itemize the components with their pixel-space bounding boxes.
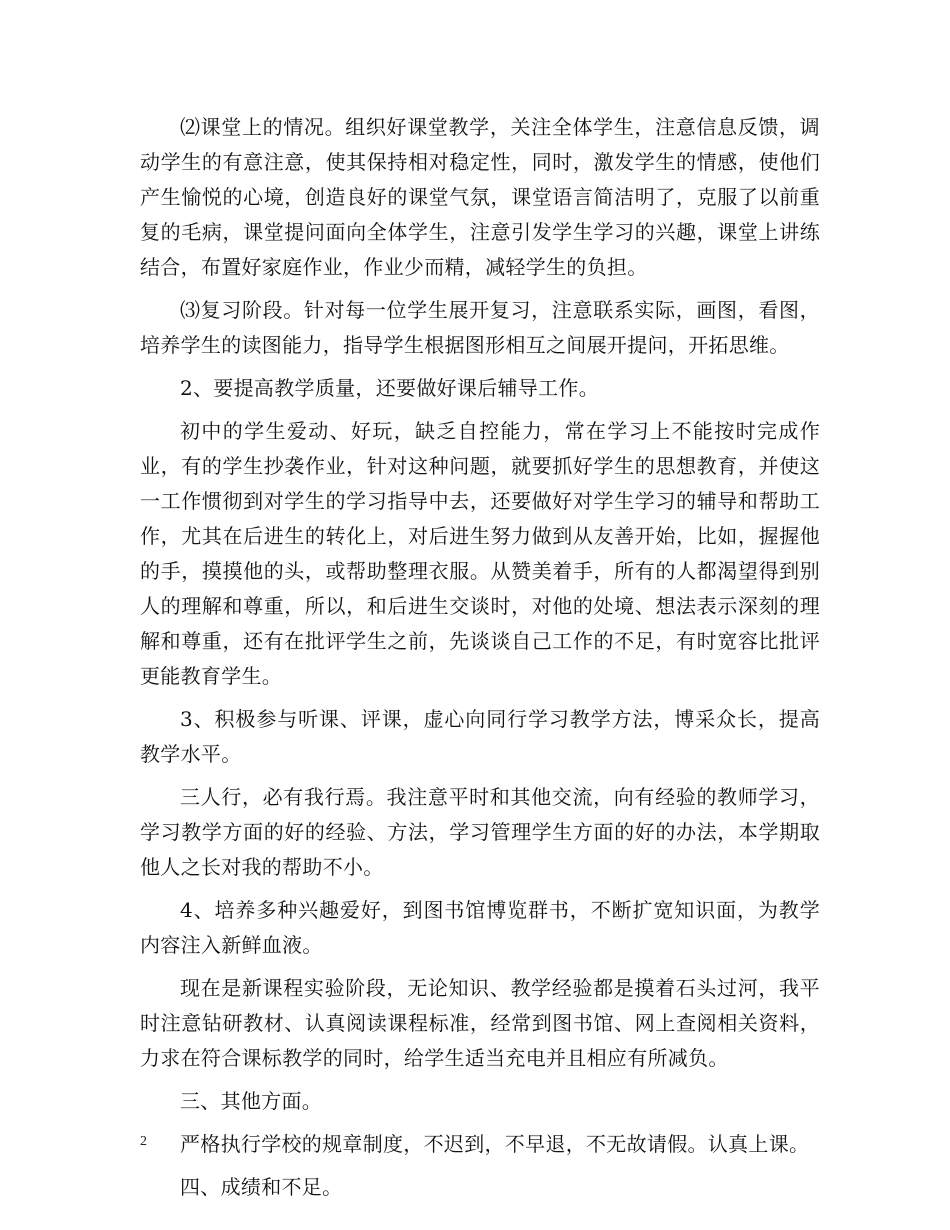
paragraph-after-class-tutoring-heading: 2、要提高教学质量，还要做好课后辅导工作。 — [180, 376, 600, 400]
paragraph-new-curriculum: 现在是新课程实验阶段，无论知识、教学经验都是摸着石头过河，我平时注意钻研教材、认真阅读课程标准，经常到图书馆、网上查阅相关资料，力求在符合课标教学的同时，给学生适当充电并且相应有所减负。 — [140, 976, 820, 1070]
paragraph-learning-from-peers: 三人行，必有我行焉。我注意平时和其他交流，向有经验的教师学习，学习教学方面的好的经验、方法，学习管理学生方面的好的办法，本学期取他人之长对我的帮助不小。 — [140, 785, 820, 879]
paragraph-review-stage: ⑶复习阶段。针对每一位学生展开复习，注意联系实际，画图，看图，培养学生的读图能力，指导学生根据图形相互之间展开提问，开拓思维。 — [140, 298, 820, 357]
section-heading-other-aspects: 三、其他方面。 — [180, 1089, 323, 1113]
section-heading-achievements-shortcomings: 四、成绩和不足。 — [180, 1175, 343, 1199]
paragraph-classroom-situation: ⑵课堂上的情况。组织好课堂教学，关注全体学生，注意信息反馈，调动学生的有意注意，使其保持相对稳定性，同时，激发学生的情感，使他们产生愉悦的心境，创造良好的课堂气氛，课堂语言简洁明了，克服了以前重复的毛病，课堂提问面向全体学生，注意引发学生学习的兴趣，课堂上讲练结合，布置好家庭作业，作业少而精，减轻学生的负担。 — [140, 115, 820, 279]
page-number: 2 — [140, 1134, 147, 1149]
paragraph-lesson-observation-heading: 3、积极参与听课、评课，虚心向同行学习教学方法，博采众长，提高教学水平。 — [140, 707, 820, 766]
document-body — [140, 110, 820, 1213]
paragraph-school-rules: 严格执行学校的规章制度，不迟到，不早退，不无故请假。认真上课。 — [180, 1132, 810, 1156]
paragraph-interests-heading: 4、培养多种兴趣爱好，到图书馆博览群书，不断扩宽知识面，为教学内容注入新鲜血液。 — [140, 898, 820, 957]
paragraph-after-class-tutoring: 初中的学生爱动、好玩，缺乏自控能力，常在学习上不能按时完成作业，有的学生抄袭作业，针对这种问题，就要抓好学生的思想教育，并使这一工作惯彻到对学生的学习指导中去，还要做好对学生学习的辅导和帮助工作，尤其在后进生的转化上，对后进生努力做到从友善开始，比如，握握他的手，摸摸他的头，或帮助整理衣服。从赞美着手，所有的人都渴望得到别人的理解和尊重，所以，和后进生交谈时，对他的处境、想法表示深刻的理解和尊重，还有在批评学生之前，先谈谈自己工作的不足，有时宽容比批评更能教育学生。 — [140, 419, 820, 688]
